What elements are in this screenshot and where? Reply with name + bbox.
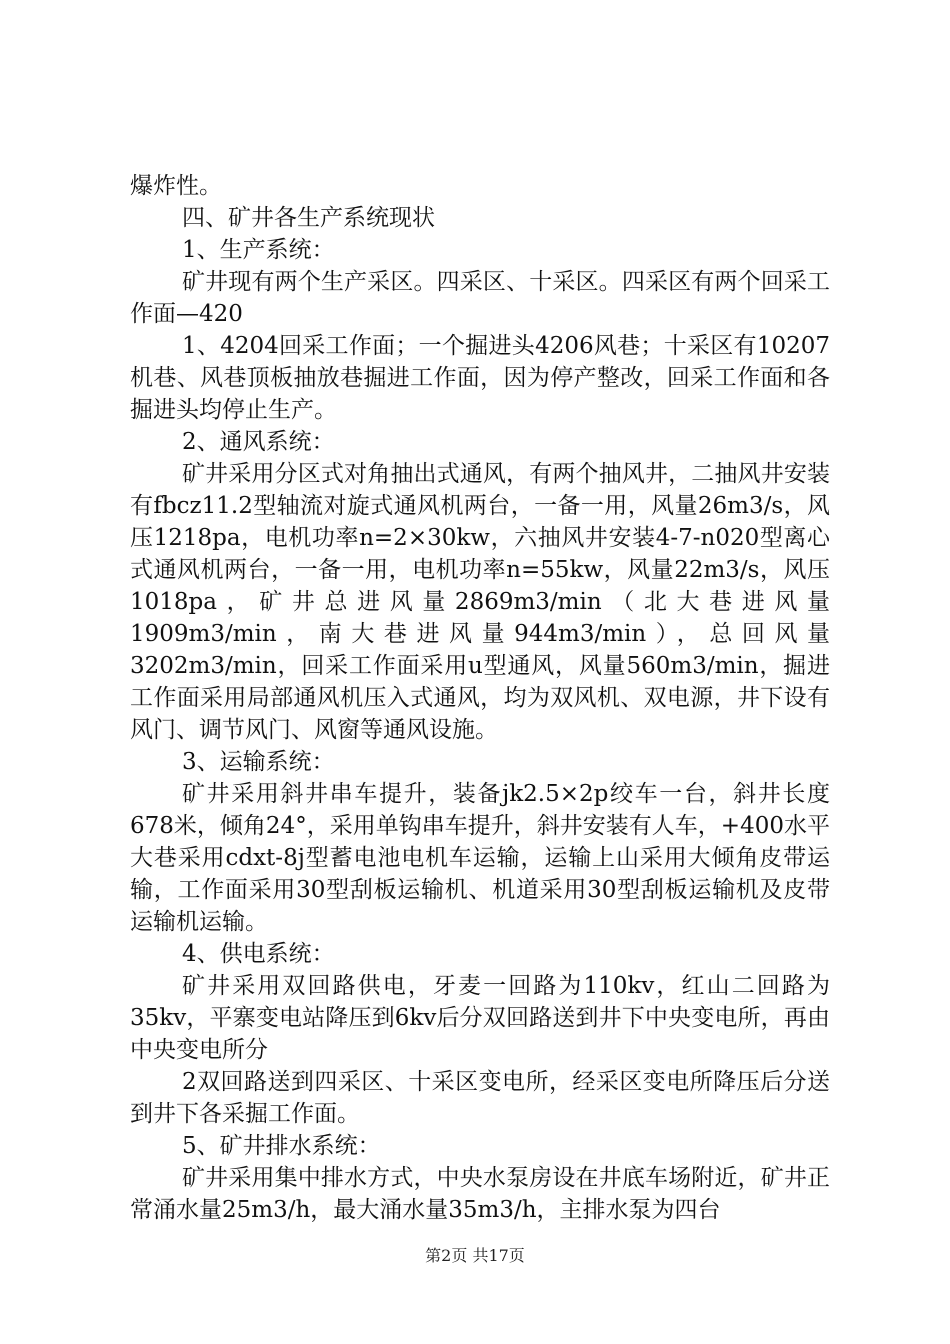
subheading-transport-system: 3、运输系统： — [182, 749, 335, 775]
paragraph-ventilation: 矿井采用分区式对角抽出式通风，有两个抽风井，二抽风井安装有fbcz11.2型轴流对旋式通风机两台，一备一用，风量26m3/s，风压1218pa，电机功率n=2×30kw，六抽风井安装4-7-n020型离心式通风机两台，一备一用，电机功率n=55kw，风量22m3/s，风压1018pa，矿井总进风量2869m3/min（北大巷进风量1909m3/min，南大巷进风量944m3/min），总回风量3202m3/min，回采工作面采用u型通风，风量560m3/min，掘进工作面采用局部通风机压入式通风，均为双风机、双电源，井下设有风门、调节风门、风窗等通风设施。 — [130, 461, 830, 743]
section-heading-production-systems: 四、矿井各生产系统现状 — [182, 205, 435, 231]
subheading-ventilation-system: 2、通风系统： — [182, 429, 335, 455]
subheading-drainage-system: 5、矿井排水系统： — [182, 1133, 381, 1159]
paragraph-power-supply: 矿井采用双回路供电，牙麦一回路为110kv，红山二回路为35kv，平寨变电站降压到6kv后分双回路送到井下中央变电所，再由中央变电所分 — [130, 973, 830, 1063]
subheading-production-system: 1、生产系统： — [182, 237, 335, 263]
document-body — [130, 170, 830, 1226]
paragraph-power-distribution: 2双回路送到四采区、十采区变电所，经采区变电所降压后分送到井下各采掘工作面。 — [130, 1069, 830, 1127]
page-number-footer: 第2页 共17页 — [425, 1246, 525, 1265]
paragraph-working-faces: 1、4204回采工作面；一个掘进头4206风巷；十采区有10207机巷、风巷顶板抽放巷掘进工作面，因为停产整改，回采工作面和各掘进头均停止生产。 — [130, 333, 830, 423]
subheading-power-system: 4、供电系统： — [182, 941, 335, 967]
paragraph-transport: 矿井采用斜井串车提升，装备jk2.5×2p绞车一台，斜井长度678米，倾角24°，采用单钩串车提升，斜井安装有人车，+400水平大巷采用cdxt-8j型蓄电池电机车运输，运输上山采用大倾角皮带运输，工作面采用30型刮板运输机、机道采用30型刮板运输机及皮带运输机运输。 — [130, 781, 830, 935]
paragraph-continuation: 爆炸性。 — [130, 173, 222, 199]
paragraph-production-areas: 矿井现有两个生产采区。四采区、十采区。四采区有两个回采工作面—420 — [130, 269, 830, 327]
paragraph-drainage: 矿井采用集中排水方式，中央水泵房设在井底车场附近，矿井正常涌水量25m3/h，最大涌水量35m3/h，主排水泵为四台 — [130, 1165, 830, 1223]
